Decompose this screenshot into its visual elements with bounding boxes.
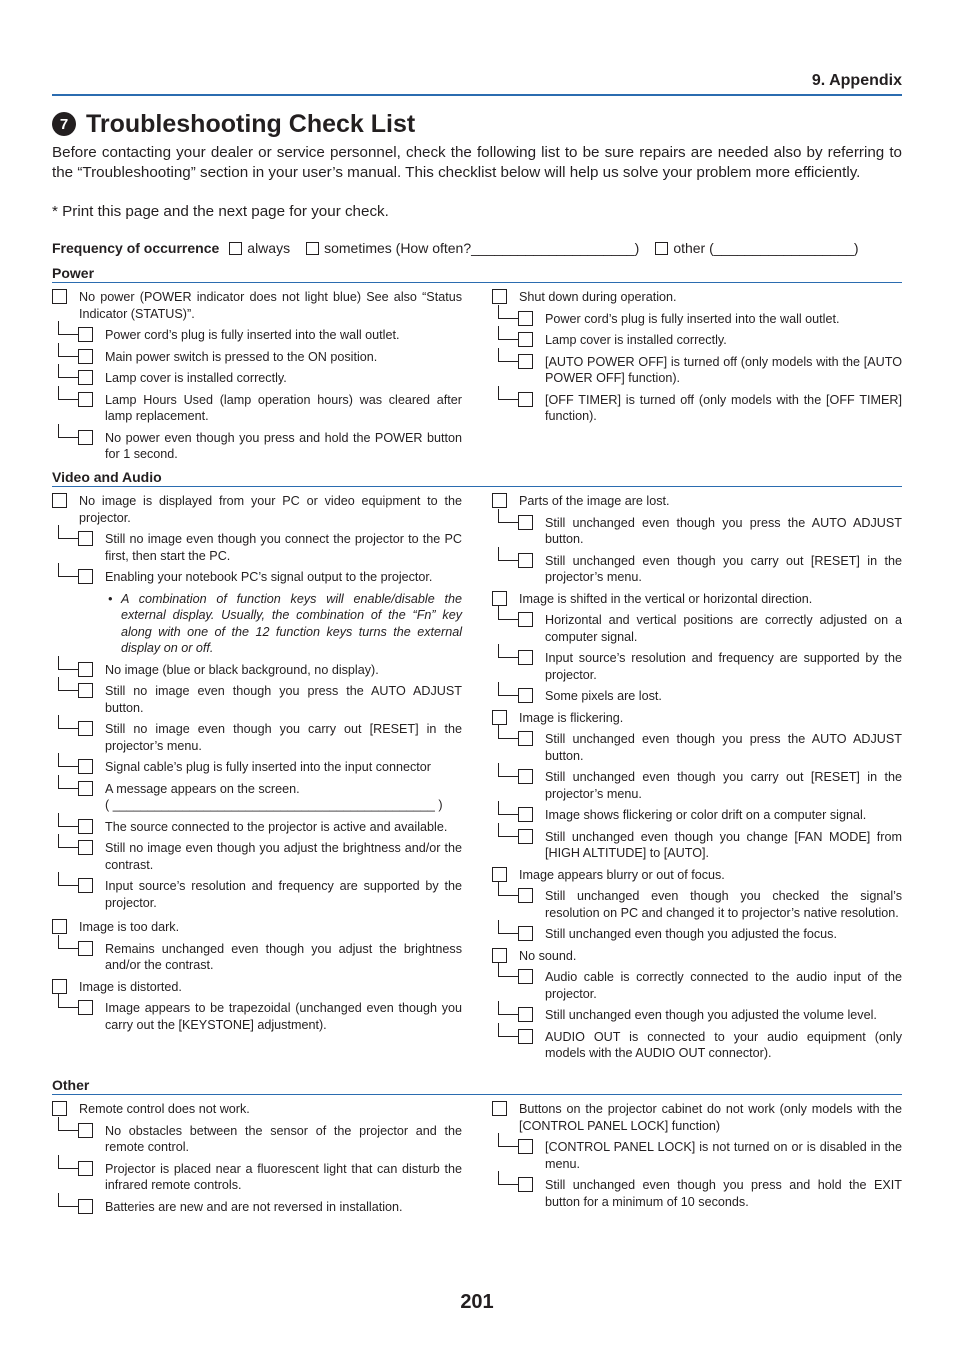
check-item (492, 650, 902, 683)
checkbox-icon[interactable] (655, 242, 668, 255)
checkbox[interactable] (52, 1101, 67, 1116)
check-item (492, 354, 902, 387)
check-item (52, 878, 462, 911)
title-row (52, 109, 415, 139)
check-item (52, 430, 462, 463)
checkbox[interactable] (518, 332, 533, 347)
check-item (492, 926, 902, 943)
item-text: Still no image even though you press the AUTO ADJUST button. (105, 684, 462, 715)
item-text: Power cord’s plug is fully inserted into the wall outlet. (105, 328, 400, 342)
check-item (492, 289, 902, 306)
note-text: A combination of function keys will enable/disable the external display. Usually, the combination of the “Fn” key along with one of the 12 function keys turns the external display on or off. (121, 591, 462, 655)
check-item (492, 1029, 902, 1062)
checkbox[interactable] (78, 430, 93, 445)
check-item (492, 311, 902, 328)
item-text: Still unchanged even though you carry out [RESET] in the projector’s menu. (545, 770, 902, 801)
item-text: Image is flickering. (519, 710, 624, 725)
checkbox[interactable] (52, 919, 67, 934)
frequency-label: Frequency of occurrence (52, 240, 220, 256)
checkbox[interactable] (78, 392, 93, 407)
check-item (52, 1199, 462, 1216)
checkbox[interactable] (518, 769, 533, 784)
item-text: Input source’s resolution and frequency are supported by the projector. (545, 651, 902, 682)
check-item (492, 888, 902, 921)
check-item (52, 662, 462, 679)
item-text: A message appears on the screen. (105, 781, 300, 796)
check-item (52, 349, 462, 366)
checkbox[interactable] (518, 1007, 533, 1022)
checkbox[interactable] (518, 650, 533, 665)
checkbox[interactable] (78, 662, 93, 677)
check-item (52, 919, 462, 936)
section-video-audio (52, 469, 902, 487)
checkbox[interactable] (518, 731, 533, 746)
section-power (52, 265, 902, 283)
checkbox[interactable] (518, 1177, 533, 1192)
checkbox[interactable] (78, 569, 93, 584)
item-text: Shut down during operation. (519, 290, 677, 304)
power-left-column (52, 289, 462, 468)
check-item (492, 1177, 902, 1210)
check-item (52, 493, 462, 526)
check-item (52, 781, 462, 814)
check-item (52, 941, 462, 974)
check-item (52, 392, 462, 425)
option-label: always (247, 240, 291, 256)
item-text: Still no image even though you carry out [RESET] in the projector’s menu. (105, 722, 462, 753)
item-text: Lamp Hours Used (lamp operation hours) was cleared after lamp replacement. (105, 392, 462, 423)
other-right-column (492, 1101, 902, 1215)
checkbox[interactable] (518, 807, 533, 822)
item-text: Buttons on the projector cabinet do not work (only models with the [CONTROL PANEL LOCK] function) (519, 1102, 902, 1133)
item-text: AUDIO OUT is connected to your audio equipment (only models with the AUDIO OUT connector). (545, 1029, 902, 1060)
checkbox[interactable] (518, 926, 533, 941)
divider (52, 1094, 902, 1095)
check-item (492, 493, 902, 510)
item-text: Image appears blurry or out of focus. (519, 867, 725, 882)
check-item (492, 829, 902, 862)
item-text: Main power switch is pressed to the ON position. (105, 349, 378, 364)
page-header (52, 72, 902, 96)
frequency-other[interactable] (655, 240, 858, 256)
checkbox[interactable] (52, 289, 67, 304)
item-text: Audio cable is correctly connected to the audio input of the projector. (545, 970, 902, 1001)
checkbox[interactable] (78, 349, 93, 364)
item-text: Parts of the image are lost. (519, 494, 670, 508)
item-text: No image is displayed from your PC or video equipment to the projector. (79, 494, 462, 525)
checkbox[interactable] (518, 311, 533, 326)
item-text: Remains unchanged even though you adjust the brightness and/or the contrast. (105, 941, 462, 972)
checkbox[interactable] (78, 683, 93, 698)
item-text: No image (blue or black background, no display). (105, 662, 379, 677)
checkbox[interactable] (78, 370, 93, 385)
frequency-row (52, 240, 902, 256)
check-item (492, 553, 902, 586)
checkbox[interactable] (78, 819, 93, 834)
bullet-icon: • (108, 591, 113, 606)
video-left-column (52, 493, 462, 1038)
check-item (52, 1000, 462, 1033)
check-item (52, 1101, 462, 1118)
page-title: Troubleshooting Check List (86, 109, 416, 138)
item-text: Input source’s resolution and frequency are supported by the projector. (105, 879, 462, 910)
option-label: other (__________________) (673, 240, 859, 256)
checkbox[interactable] (492, 710, 507, 725)
section-label: Power (52, 265, 100, 281)
check-item (52, 327, 462, 344)
item-text: Still unchanged even though you adjusted the volume level. (545, 1008, 877, 1022)
check-item (492, 591, 902, 608)
item-text: Still unchanged even though you press the AUTO ADJUST button. (545, 515, 902, 546)
checkbox[interactable] (492, 867, 507, 882)
check-item (52, 1161, 462, 1194)
check-item (492, 969, 902, 1002)
video-right-column (492, 493, 902, 1067)
item-text: Image shows flickering or color drift on a computer signal. (545, 808, 867, 822)
divider (52, 486, 902, 487)
checkbox[interactable] (518, 612, 533, 627)
item-text: Lamp cover is installed correctly. (105, 371, 287, 385)
item-text: [AUTO POWER OFF] is turned off (only models with the [AUTO POWER OFF] function). (545, 354, 902, 385)
item-text: Power cord’s plug is fully inserted into the wall outlet. (545, 311, 840, 326)
checkbox[interactable] (78, 941, 93, 956)
check-item (492, 769, 902, 802)
frequency-always[interactable] (229, 240, 290, 256)
item-text: Image is shifted in the vertical or horizontal direction. (519, 591, 813, 606)
number-badge-icon: 7 (52, 112, 76, 136)
check-item (492, 948, 902, 965)
check-item (52, 979, 462, 996)
item-text: Enabling your notebook PC’s signal output to the projector. (105, 570, 433, 584)
section-other (52, 1077, 902, 1095)
checkbox[interactable] (78, 531, 93, 546)
print-note: * Print this page and the next page for your check. (52, 203, 389, 220)
item-text: The source connected to the projector is active and available. (105, 819, 448, 834)
checkbox[interactable] (518, 392, 533, 407)
item-text: Still unchanged even though you press the AUTO ADJUST button. (545, 732, 902, 763)
section-title: 9. Appendix (811, 72, 902, 89)
item-text: No obstacles between the sensor of the projector and the remote control. (105, 1123, 462, 1154)
item-text: Remote control does not work. (79, 1102, 250, 1116)
check-item (492, 731, 902, 764)
item-text: Still unchanged even though you carry out [RESET] in the projector’s menu. (545, 553, 902, 584)
item-text: Image is too dark. (79, 920, 180, 934)
checkbox[interactable] (492, 289, 507, 304)
checkbox[interactable] (492, 591, 507, 606)
checkbox[interactable] (78, 1199, 93, 1214)
checkbox-icon[interactable] (229, 242, 242, 255)
checkbox[interactable] (492, 948, 507, 963)
item-text: Still unchanged even though you adjusted the focus. (545, 927, 837, 941)
check-item (492, 1101, 902, 1134)
item-text: [CONTROL PANEL LOCK] is not turned on or is disabled in the menu. (545, 1140, 902, 1171)
item-text: No sound. (519, 948, 577, 963)
option-label: sometimes (How often?_____________________) (324, 240, 640, 256)
check-item (492, 807, 902, 824)
item-text: [OFF TIMER] is turned off (only models with the [OFF TIMER] function). (545, 392, 902, 423)
checkbox[interactable] (518, 354, 533, 369)
check-item (52, 721, 462, 754)
check-item (52, 683, 462, 716)
item-text: Image is distorted. (79, 979, 182, 994)
check-item (492, 612, 902, 645)
item-text: Horizontal and vertical positions are correctly adjusted on a computer signal. (545, 613, 902, 644)
item-text: Still unchanged even though you change [FAN MODE] from [HIGH ALTITUDE] to [AUTO]. (545, 829, 902, 860)
section-label: Video and Audio (52, 469, 168, 485)
checkbox[interactable] (78, 759, 93, 774)
check-item (492, 710, 902, 727)
divider (52, 282, 902, 283)
check-item (52, 531, 462, 564)
item-text: Image appears to be trapezoidal (unchanged even though you carry out the [KEYSTONE] adjustment). (105, 1001, 462, 1032)
item-text: Still unchanged even though you press and hold the EXIT button for a minimum of 10 seconds. (545, 1178, 902, 1209)
check-item (492, 392, 902, 425)
item-text: No power even though you press and hold the POWER button for 1 second. (105, 430, 462, 461)
note (52, 591, 462, 657)
intro-paragraph: Before contacting your dealer or service personnel, check the following list to be sure repairs are needed also by referring to the “Troubleshooting” section in your user’s manual. This checklist below will help us solve your problem more efficiently. (52, 144, 902, 181)
checkbox[interactable] (52, 493, 67, 508)
checkbox[interactable] (518, 888, 533, 903)
check-item (492, 867, 902, 884)
checkbox[interactable] (78, 1123, 93, 1138)
checkbox[interactable] (78, 721, 93, 736)
page-number: 201 (460, 1291, 494, 1313)
power-right-column (492, 289, 902, 430)
checkbox[interactable] (518, 969, 533, 984)
item-text: Still unchanged even though you checked the signal’s resolution on PC and changed it to projector’s native resolution. (545, 889, 902, 920)
check-item (52, 1123, 462, 1156)
check-item (492, 1139, 902, 1172)
checkbox[interactable] (52, 979, 67, 994)
checkbox[interactable] (78, 878, 93, 893)
checkbox[interactable] (78, 1000, 93, 1015)
checkbox[interactable] (492, 1101, 507, 1116)
item-text: Still no image even though you connect the projector to the PC first, then start the PC. (105, 532, 462, 563)
check-item (52, 370, 462, 387)
check-item (492, 688, 902, 705)
check-item (52, 289, 462, 322)
check-item (52, 759, 462, 776)
checkbox[interactable] (78, 327, 93, 342)
item-text: Some pixels are lost. (545, 689, 662, 703)
item-text: Projector is placed near a fluorescent light that can disturb the infrared remote controls. (105, 1161, 462, 1192)
checkbox[interactable] (78, 840, 93, 855)
check-item (52, 569, 462, 586)
checkbox[interactable] (78, 781, 93, 796)
checkbox[interactable] (518, 1029, 533, 1044)
check-item (492, 1007, 902, 1024)
checkbox[interactable] (518, 1139, 533, 1154)
item-text: Batteries are new and are not reversed in installation. (105, 1199, 403, 1214)
checkbox[interactable] (78, 1161, 93, 1176)
other-left-column (52, 1101, 462, 1220)
checkbox[interactable] (518, 829, 533, 844)
checkbox[interactable] (518, 553, 533, 568)
checkbox-icon[interactable] (306, 242, 319, 255)
check-item (492, 515, 902, 548)
frequency-sometimes[interactable] (306, 240, 639, 256)
item-text: Lamp cover is installed correctly. (545, 333, 727, 347)
item-text: No power (POWER indicator does not light blue) See also “Status Indicator (STATUS)”. (79, 290, 462, 321)
message-blank[interactable]: ( ______________________________________________ ) (105, 798, 443, 812)
checkbox[interactable] (518, 515, 533, 530)
section-label: Other (52, 1077, 95, 1093)
check-item (492, 332, 902, 349)
check-item (52, 840, 462, 873)
checkbox[interactable] (492, 493, 507, 508)
item-text: Still no image even though you adjust the brightness and/or the contrast. (105, 841, 462, 872)
item-text: Signal cable’s plug is fully inserted into the input connector (105, 760, 432, 774)
check-item (52, 819, 462, 836)
checkbox[interactable] (518, 688, 533, 703)
